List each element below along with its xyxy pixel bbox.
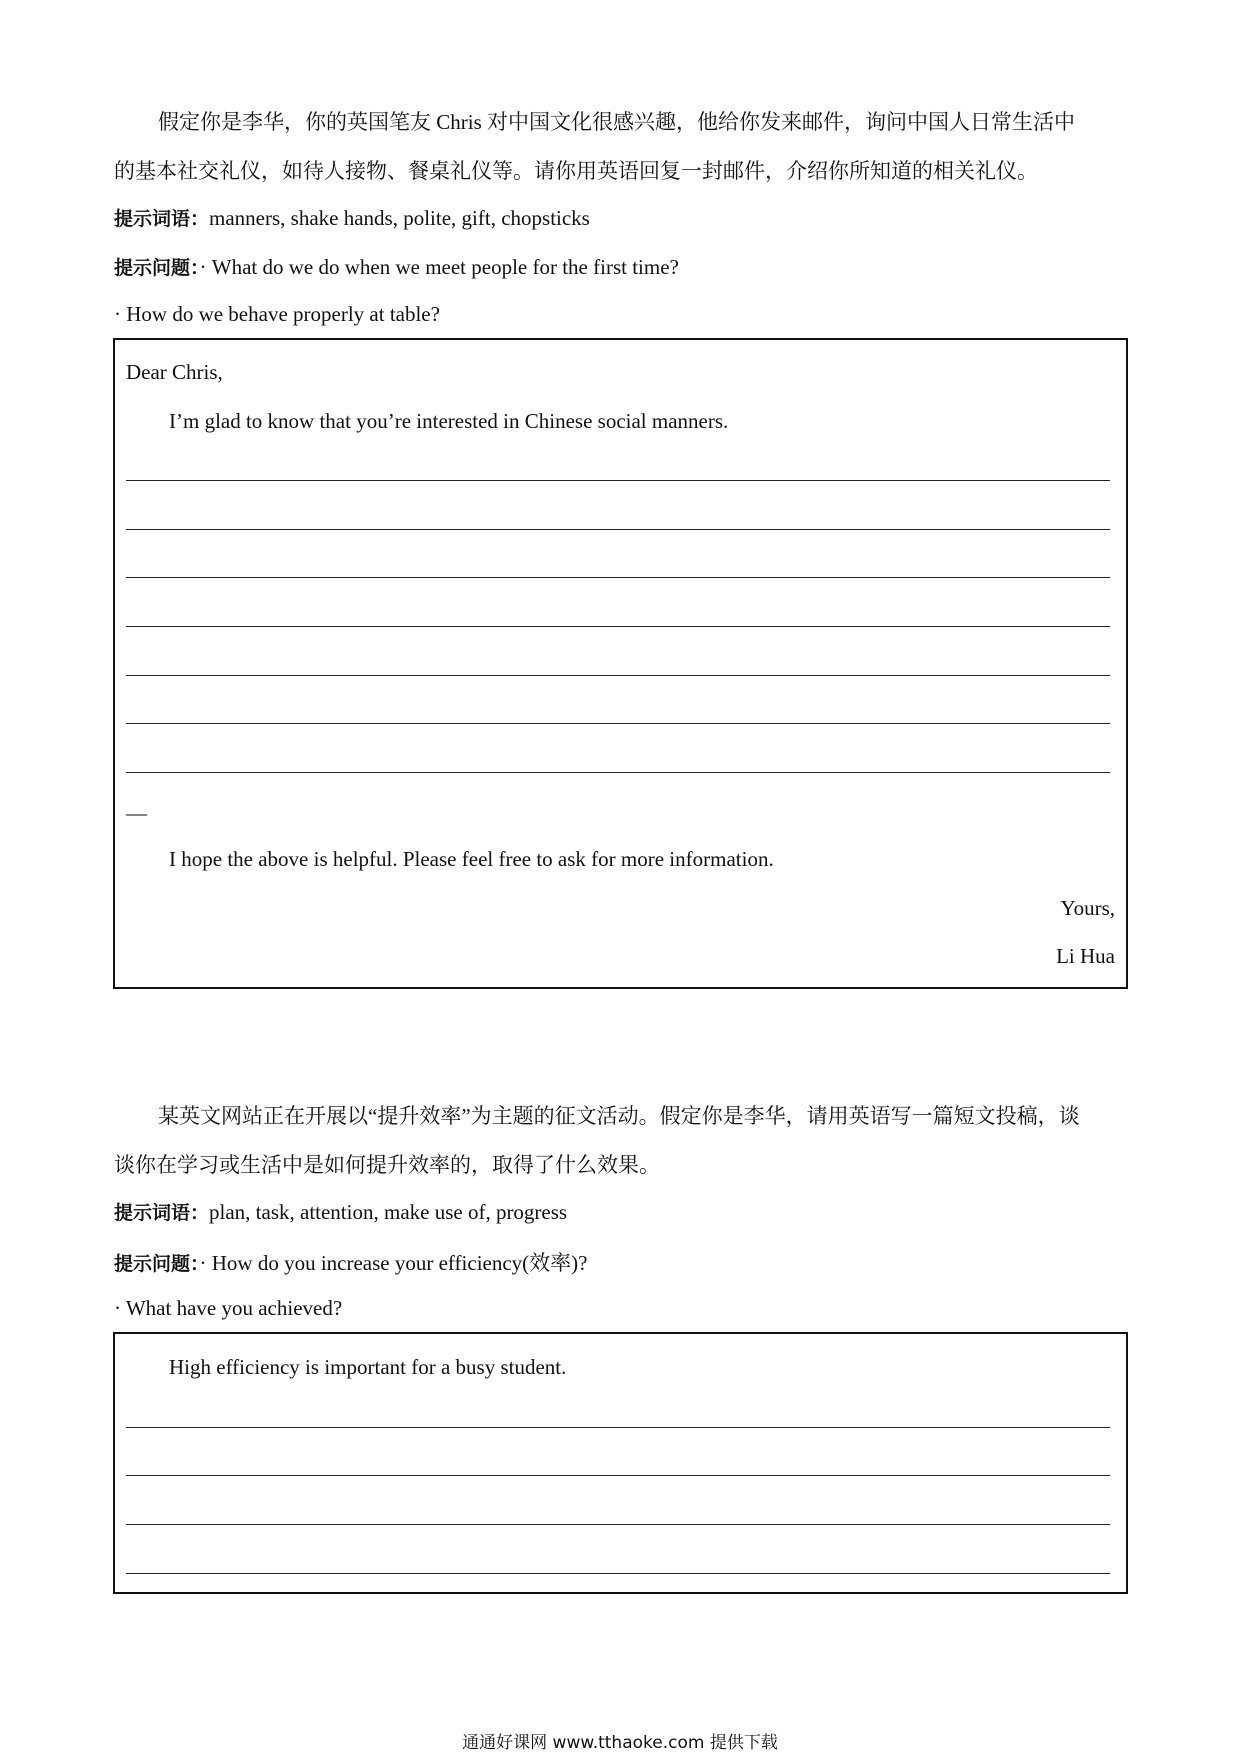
hint-words-label: 提示词语： — [114, 208, 210, 230]
hint-words-label: 提示词语： — [114, 1202, 210, 1224]
writing-line — [126, 1573, 1110, 1574]
hint-question-1: · What do we do when we meet people for the first time? — [199, 255, 679, 279]
task1-hint-question-2: · How do we behave properly at table? — [114, 302, 440, 326]
task2-prompt-line1: 某英文网站正在开展以“提升效率”为主题的征文活动。假定你是李华，请用英语写一篇短文投稿，谈 — [158, 1104, 1080, 1128]
hint-question-1: · How do you increase your efficiency(效率)? — [199, 1251, 588, 1275]
page-footer: 通通好课网 www.tthaoke.com 提供下载 — [462, 1733, 778, 1753]
writing-line — [126, 626, 1110, 627]
task1-hint-words — [114, 204, 590, 231]
hint-questions-label: 提示问题： — [114, 1253, 200, 1275]
writing-line — [126, 1524, 1110, 1525]
letter-signoff: Yours, — [1060, 896, 1115, 920]
essay-opening: High efficiency is important for a busy student. — [169, 1355, 567, 1379]
writing-line — [126, 480, 1110, 481]
letter-answer-box — [113, 338, 1128, 989]
task2-hint-questions — [114, 1247, 587, 1277]
hint-words-text: manners, shake hands, polite, gift, chopsticks — [209, 206, 590, 230]
letter-dash: — — [126, 801, 147, 825]
writing-line — [126, 577, 1110, 578]
task1-prompt-line1: 假定你是李华，你的英国笔友 Chris 对中国文化很感兴趣，他给你发来邮件，询问中国人日常生活中 — [158, 110, 1076, 134]
task2-hint-question-2: · What have you achieved? — [114, 1296, 343, 1320]
hint-questions-label: 提示问题： — [114, 257, 200, 279]
letter-signature: Li Hua — [1056, 944, 1115, 968]
writing-line — [126, 772, 1110, 773]
writing-line — [126, 529, 1110, 530]
letter-closing: I hope the above is helpful. Please feel free to ask for more information. — [169, 847, 774, 871]
task2-hint-words — [114, 1198, 567, 1225]
letter-opening: I’m glad to know that you’re interested in Chinese social manners. — [169, 409, 729, 433]
writing-line — [126, 1475, 1110, 1476]
task1-prompt-line2: 的基本社交礼仪，如待人接物、餐桌礼仪等。请你用英语回复一封邮件，介绍你所知道的相关礼仪。 — [114, 159, 1038, 183]
task2-prompt-line2: 谈你在学习或生活中是如何提升效率的，取得了什么效果。 — [114, 1153, 660, 1177]
writing-line — [126, 675, 1110, 676]
letter-greeting: Dear Chris, — [126, 360, 223, 384]
writing-line — [126, 1427, 1110, 1428]
writing-line — [126, 723, 1110, 724]
hint-words-text: plan, task, attention, make use of, progress — [209, 1200, 568, 1224]
task1-hint-questions — [114, 253, 679, 280]
